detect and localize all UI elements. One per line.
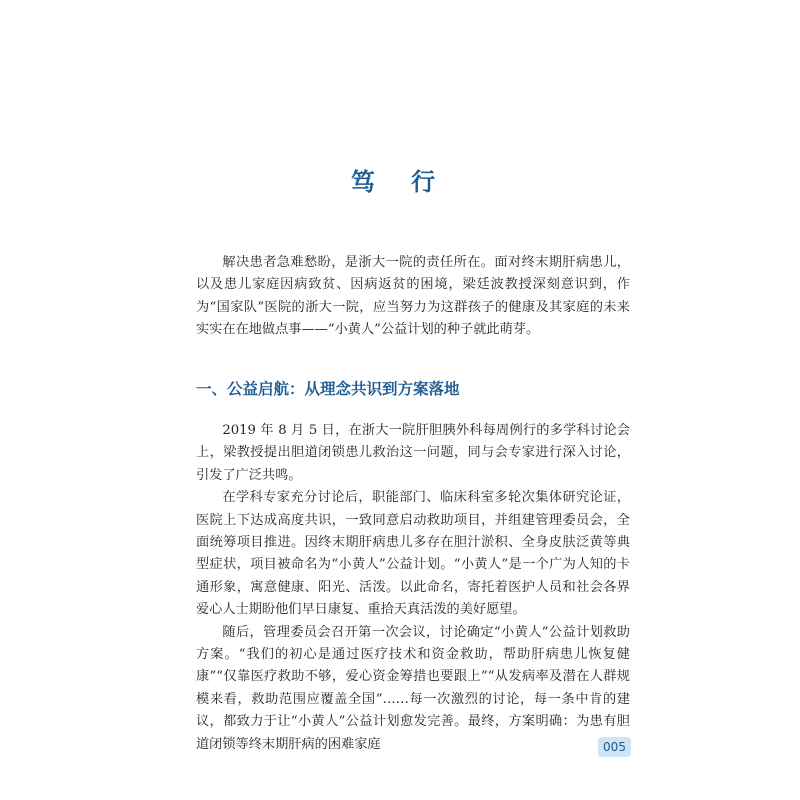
body-paragraph-2: 在学科专家充分讨论后，职能部门、临床科室多轮次集体研究论证，医院上下达成高度共识，一致同意启动救助项目，并组建管理委员会，全面统筹项目推进。因终末期肝病患儿多存在胆汁淤积、全身皮肤泛黄等典型症状，项目被命名为“小黄人”公益计划。“小黄人”是一个广为人知的卡通形象，寓意健康、阳光、活泼。以此命名，寄托着医护人员和社会各界爱心人士期盼他们早日康复、重拾天真活泼的美好愿望。 xyxy=(196,490,630,618)
intro-paragraph: 解决患者急难愁盼，是浙大一院的责任所在。面对终末期肝病患儿，以及患儿家庭因病致贫、因病返贫的困境，梁廷波教授深刻意识到，作为“国家队”医院的浙大一院，应当努力为这群孩子的健康及其家庭的未来实实在在地做点事——“小黄人”公益计划的种子就此萌芽。 xyxy=(196,255,630,338)
section-heading: 一、公益启航：从理念共识到方案落地 xyxy=(196,380,460,398)
chapter-title: 笃 行 xyxy=(350,168,450,196)
intro-text xyxy=(196,252,630,342)
body-paragraph-1: 2019 年 8 月 5 日，在浙大一院肝胆胰外科每周例行的多学科讨论会上，梁教授提出胆道闭锁患儿救治这一问题，同与会专家进行深入讨论，引发了广泛共鸣。 xyxy=(196,423,630,483)
page-number-badge: 005 xyxy=(598,737,631,757)
section-body xyxy=(196,420,630,756)
body-paragraph-3: 随后，管理委员会召开第一次会议，讨论确定“小黄人”公益计划救助方案。“我们的初心是通过医疗技术和资金救助，帮助肝病患儿恢复健康”“仅靠医疗救助不够，爱心资金筹措也要跟上”“从发病率及潜在人群规模来看，救助范围应覆盖全国”……每一次激烈的讨论，每一条中肯的建议，都致力于让“小黄人”公益计划愈发完善。最终，方案明确：为患有胆道闭锁等终末期肝病的困难家庭 xyxy=(196,624,630,752)
